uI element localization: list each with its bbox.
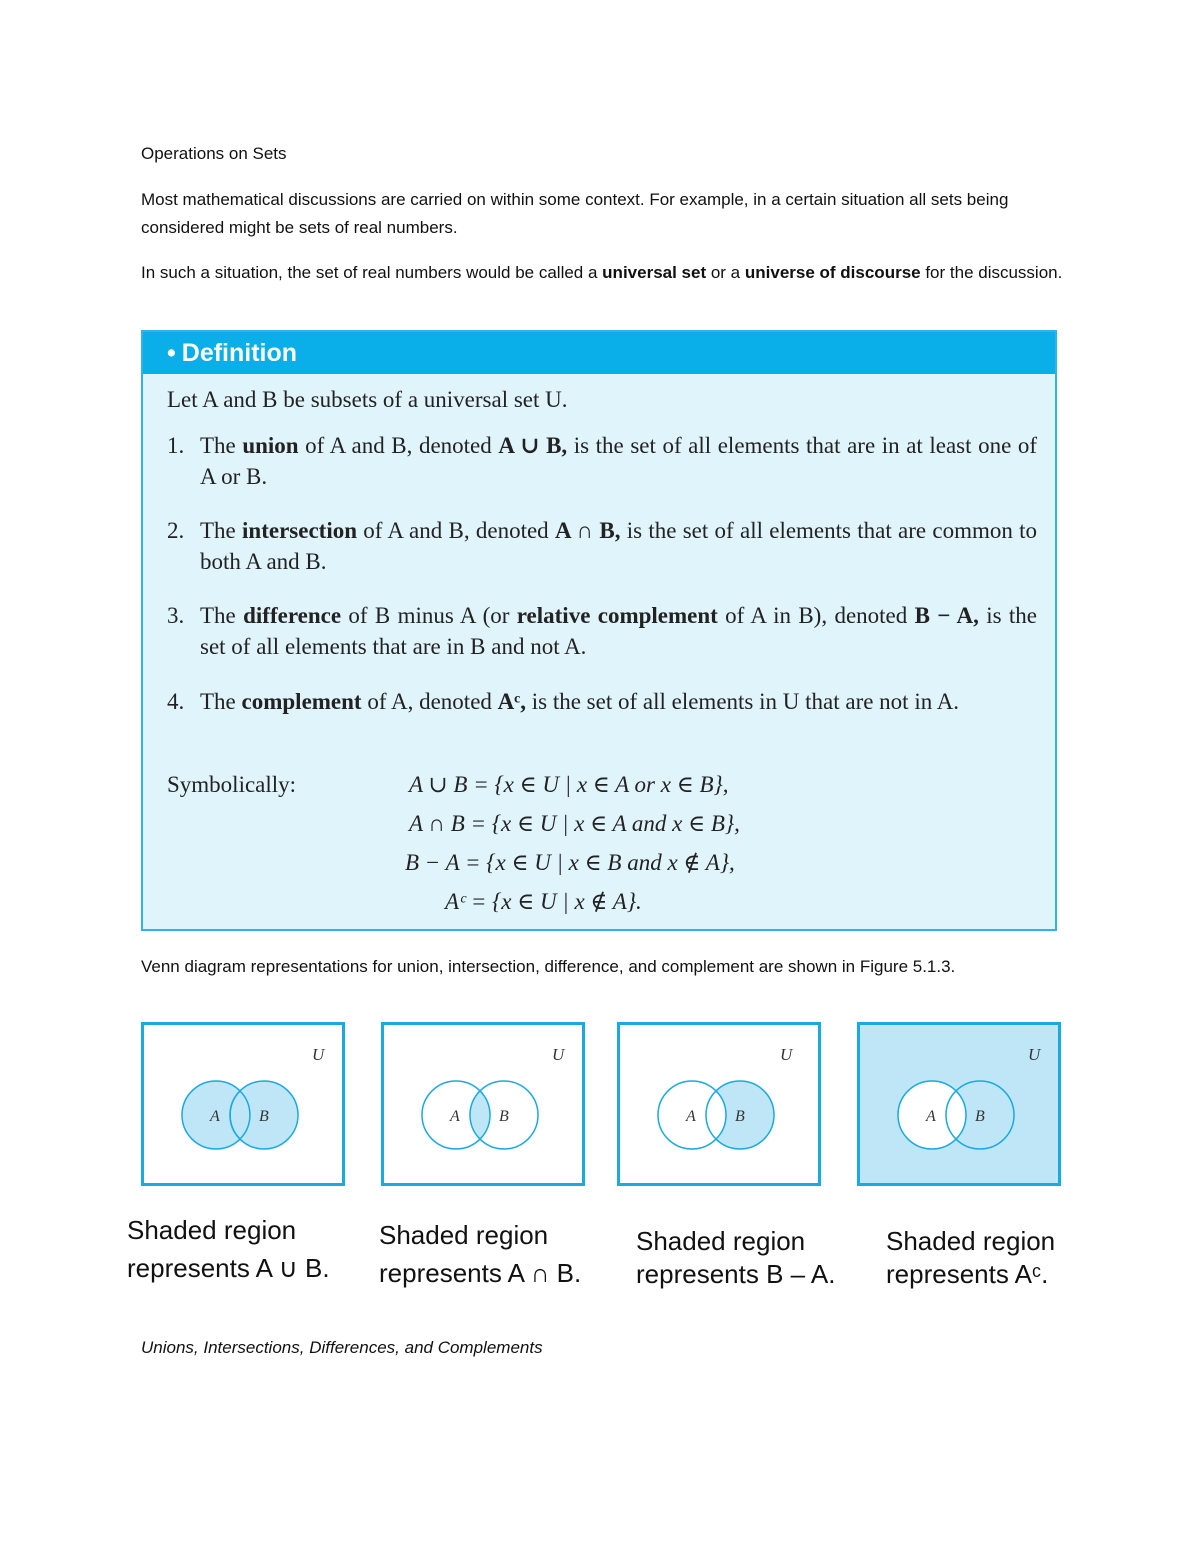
term-universe-of-discourse: universe of discourse bbox=[744, 263, 921, 282]
definition-item-union bbox=[167, 430, 1037, 492]
set-a-label: A bbox=[686, 1108, 696, 1125]
set-a-label: A bbox=[926, 1108, 936, 1125]
complement-notation: Aᶜ, bbox=[497, 689, 526, 714]
venn-diagram-complement bbox=[857, 1022, 1061, 1186]
item-text: The bbox=[200, 518, 243, 543]
item-text: of A in B), denoted bbox=[717, 603, 915, 628]
item-text: of A and B, denoted bbox=[357, 518, 555, 543]
caption-line: Shaded region bbox=[636, 1226, 806, 1256]
term-union: union bbox=[242, 433, 299, 458]
intersection-notation: A ∩ B, bbox=[554, 518, 621, 543]
symbolic-complement: Aᶜ = {x ∈ U | x ∉ A}. bbox=[445, 889, 642, 914]
paragraph-text: In such a situation, the set of real numbers would be called a bbox=[141, 263, 603, 282]
definition-item-complement bbox=[167, 686, 1037, 717]
symbolic-union: A ∪ B = {x ∈ U | x ∈ A or x ∈ B}, bbox=[409, 772, 729, 797]
venn-diagram-intersection bbox=[381, 1022, 585, 1186]
item-text: is the set of all elements that are common to both A and B. bbox=[200, 518, 1038, 574]
venn-diagram-union bbox=[141, 1022, 345, 1186]
set-b-label: B bbox=[499, 1108, 509, 1125]
footer-caption: Unions, Intersections, Differences, and Complements bbox=[141, 1338, 543, 1357]
caption-line: represents A ∪ B. bbox=[127, 1253, 330, 1283]
item-text: of A and B, denoted bbox=[298, 433, 499, 458]
caption-line: represents A ∩ B. bbox=[379, 1258, 582, 1288]
venn-caption-union bbox=[127, 1211, 330, 1287]
universe-label: U bbox=[1028, 1045, 1041, 1064]
page-title: Operations on Sets bbox=[141, 144, 287, 163]
definition-title: Definition bbox=[181, 339, 298, 367]
item-text: The bbox=[200, 603, 244, 628]
item-text: is the set of all elements that are in at least one of A or B. bbox=[200, 433, 1038, 489]
set-b-label: B bbox=[975, 1108, 985, 1125]
term-universal-set: universal set bbox=[602, 263, 707, 282]
symbolic-intersection: A ∩ B = {x ∈ U | x ∈ A and x ∈ B}, bbox=[409, 811, 740, 836]
item-number: 1. bbox=[167, 433, 185, 458]
universe-label: U bbox=[552, 1045, 565, 1064]
item-number: 4. bbox=[167, 689, 185, 714]
venn-intro-paragraph: Venn diagram representations for union, intersection, difference, and complement are shown in Figure 5.1.3. bbox=[141, 957, 956, 976]
item-text: of B minus A (or bbox=[341, 603, 517, 628]
caption-line: Shaded region bbox=[127, 1215, 297, 1245]
definition-item-difference bbox=[167, 600, 1037, 662]
caption-line: represents B – A. bbox=[636, 1259, 836, 1289]
bullet-icon: • bbox=[167, 339, 176, 367]
item-text: The bbox=[200, 433, 243, 458]
union-notation: A ∪ B, bbox=[498, 433, 568, 458]
item-text: of A, denoted bbox=[361, 689, 498, 714]
caption-line: Shaded region bbox=[886, 1226, 1056, 1256]
item-text: is the set of all elements in U that are not in A. bbox=[525, 689, 960, 714]
item-text: is the set of all elements that are in B and not A. bbox=[200, 603, 1037, 659]
venn-diagram-difference bbox=[617, 1022, 821, 1186]
venn-caption-difference bbox=[636, 1225, 835, 1291]
set-b-label: B bbox=[735, 1108, 745, 1125]
definition-intro: Let A and B be subsets of a universal set U. bbox=[167, 387, 568, 412]
set-b-label: B bbox=[259, 1108, 269, 1125]
caption-line: represents Aᶜ. bbox=[886, 1259, 1049, 1289]
paragraph-text: or a bbox=[706, 263, 745, 282]
intro-paragraph: Most mathematical discussions are carried on within some context. For example, in a certain situation all sets being considered might be sets of real numbers. bbox=[141, 190, 1009, 237]
set-a-label: A bbox=[450, 1108, 460, 1125]
item-number: 2. bbox=[167, 518, 185, 543]
definition-item-intersection bbox=[167, 515, 1037, 577]
symbolically-label: Symbolically: bbox=[167, 772, 297, 797]
definition-box bbox=[141, 330, 1057, 931]
term-intersection: intersection bbox=[242, 518, 357, 543]
term-difference: difference bbox=[243, 603, 342, 628]
symbolic-difference: B − A = {x ∈ U | x ∈ B and x ∉ A}, bbox=[405, 850, 735, 875]
set-a-label: A bbox=[210, 1108, 220, 1125]
universe-label: U bbox=[312, 1045, 325, 1064]
difference-notation: B − A, bbox=[914, 603, 979, 628]
definition-header bbox=[143, 332, 1055, 374]
item-number: 3. bbox=[167, 603, 185, 628]
venn-caption-complement bbox=[886, 1225, 1055, 1291]
item-text: The bbox=[200, 689, 242, 714]
venn-caption-intersection bbox=[379, 1216, 581, 1292]
universal-set-paragraph bbox=[141, 259, 1071, 287]
term-relative-complement: relative complement bbox=[516, 603, 718, 628]
paragraph-text: for the discussion. bbox=[920, 263, 1063, 282]
term-complement: complement bbox=[241, 689, 362, 714]
caption-line: Shaded region bbox=[379, 1220, 549, 1250]
universe-label: U bbox=[780, 1045, 793, 1064]
